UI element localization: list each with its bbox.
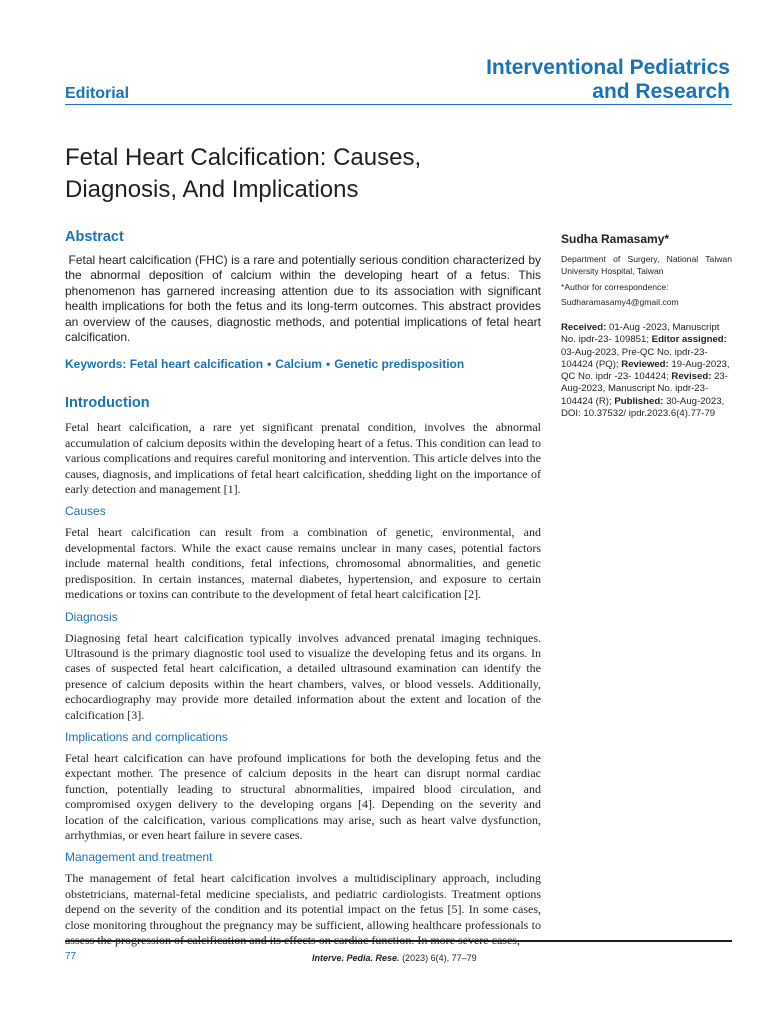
- keyword: Calcium: [275, 357, 322, 372]
- keyword: Fetal heart calcification: [129, 357, 264, 372]
- received-value: 01-Aug -2023, Manuscript No. ipdr-23- 109851;: [561, 322, 720, 346]
- implications-heading: Implications and complications: [65, 729, 228, 744]
- abstract-body: Fetal heart calcification (FHC) is a rare and potentially serious condition characterized by the abnormal deposition of calcium within the developing heart of a fetus. This phenomenon has garnered increasing attention due to its association with significant health implications for both the fetus and its long-term outcomes. This abstract provides an overview of the causes, diagnostic methods, and potential implications of fetal heart calcification.: [65, 253, 541, 345]
- diagnosis-text: Diagnosing fetal heart calcification typically involves advanced prenatal imaging techniques. Ultrasound is the primary diagnostic tool used to visualize the developing fetus and its organs. In cases of suspected fetal heart calcification, a detailed ultrasound examination can identify the presence of calcium deposits within the heart chambers, valves, or blood vessels. Additionally, echocardiography may provide more detailed information about the extent and location of the calcification [3].: [65, 630, 541, 722]
- article-dates: [561, 322, 732, 420]
- revised-label: Revised:: [671, 371, 712, 383]
- footer-citation: [312, 953, 477, 963]
- introduction-text: Fetal heart calcification, a rare yet significant prenatal condition, involves the abnormal accumulation of calcium deposits within the developing heart of a fetus. This condition can lead to various complications and requires careful monitoring and intervention. This article delves into the causes, diagnosis, and implications of fetal heart calcification, shedding light on the importance of early detection and management [1].: [65, 420, 541, 497]
- editor-assigned-label: Editor assigned:: [651, 334, 727, 346]
- author-email[interactable]: Sudharamasamy4@gmail.com: [561, 297, 679, 307]
- correspondence-label: *Author for correspondence:: [561, 282, 669, 292]
- revised-value: 23-Aug-2023, Manuscript No. ipdr-23- 104424 (R);: [561, 371, 728, 407]
- article-title: [65, 142, 525, 206]
- management-text: The management of fetal heart calcification involves a multidisciplinary approach, including obstetricians, maternal-fetal medicine specialists, and pediatric cardiologists. Treatment options depend on the severity of the condition and its potential impact on the fetus [5]. In some cases, close monitoring throughout the pregnancy may be sufficient, allowing healthcare professionals to: [65, 871, 541, 932]
- page-number: 77: [65, 951, 77, 962]
- article-title-line1: Fetal Heart Calcification: Causes,: [65, 144, 422, 171]
- journal-title-line2: and Research: [592, 80, 730, 103]
- section-label: Editorial: [65, 85, 130, 102]
- editor-assigned-value: 03-Aug-2023, Pre-QC No. ipdr-23- 104424 (PQ);: [561, 346, 708, 370]
- management-heading: Management and treatment: [65, 850, 213, 865]
- abstract-heading: Abstract: [65, 229, 124, 245]
- published-label: Published:: [614, 395, 664, 407]
- header-divider: [65, 104, 732, 105]
- footer-divider: [65, 940, 732, 942]
- journal-abbreviation: Interve. Pedia. Rese.: [312, 953, 400, 963]
- reviewed-value: 19-Aug-2023, QC No. ipdr -23- 104424;: [561, 358, 730, 383]
- keyword-separator: •: [325, 357, 331, 372]
- reviewed-label: Reviewed:: [621, 358, 669, 370]
- diagnosis-heading: Diagnosis: [65, 609, 118, 624]
- causes-text: Fetal heart calcification can result from a combination of genetic, environmental, and developmental factors. While the exact cause remains unclear in many cases, potential factors include maternal health conditions, fetal infections, chromosomal abnormalities, and genetic predisposition. In certain instances, maternal diabetes, hypertension, and exposure to certain medications or toxins can contribute to the development of fetal heart calcification [2].: [65, 525, 541, 602]
- keyword-separator: •: [267, 357, 272, 372]
- keywords-label: Keywords:: [65, 357, 127, 372]
- implications-text: Fetal heart calcification can have profound implications for both the developing fetus and the expectant mother. The presence of calcium deposits in the heart can disrupt normal cardiac function, potentially leading to structural abnormalities, impaired blood circulation, and compromised oxygen delivery to the developing organs [4]. Depending on the severity and location of the calcification, various complications may arise, such as heart valve dysfunction, arrhythmias, or even heart failure in severe cases.: [65, 750, 541, 842]
- main-column: [65, 229, 541, 948]
- causes-heading: Causes: [65, 504, 106, 519]
- author-name: Sudha Ramasamy*: [561, 232, 670, 246]
- citation-details: (2023) 6(4), 77–79: [402, 953, 477, 963]
- journal-title-line1: Interventional Pediatrics: [486, 56, 730, 79]
- journal-title: [486, 56, 730, 104]
- keyword: Genetic predisposition: [334, 357, 465, 372]
- article-title-line2: Diagnosis, And Implications: [65, 176, 359, 203]
- author-sidebar: [561, 232, 732, 420]
- received-label: Received:: [561, 322, 607, 333]
- author-affiliation: Department of Surgery, National Taiwan University Hospital, Taiwan: [561, 254, 732, 276]
- introduction-heading: Introduction: [65, 395, 150, 412]
- keywords: [65, 357, 541, 371]
- abstract-text: [65, 253, 541, 345]
- published-value: 30-Aug-2023, DOI: 10.37532/ ipdr.2023.6(4).77-79: [561, 395, 725, 420]
